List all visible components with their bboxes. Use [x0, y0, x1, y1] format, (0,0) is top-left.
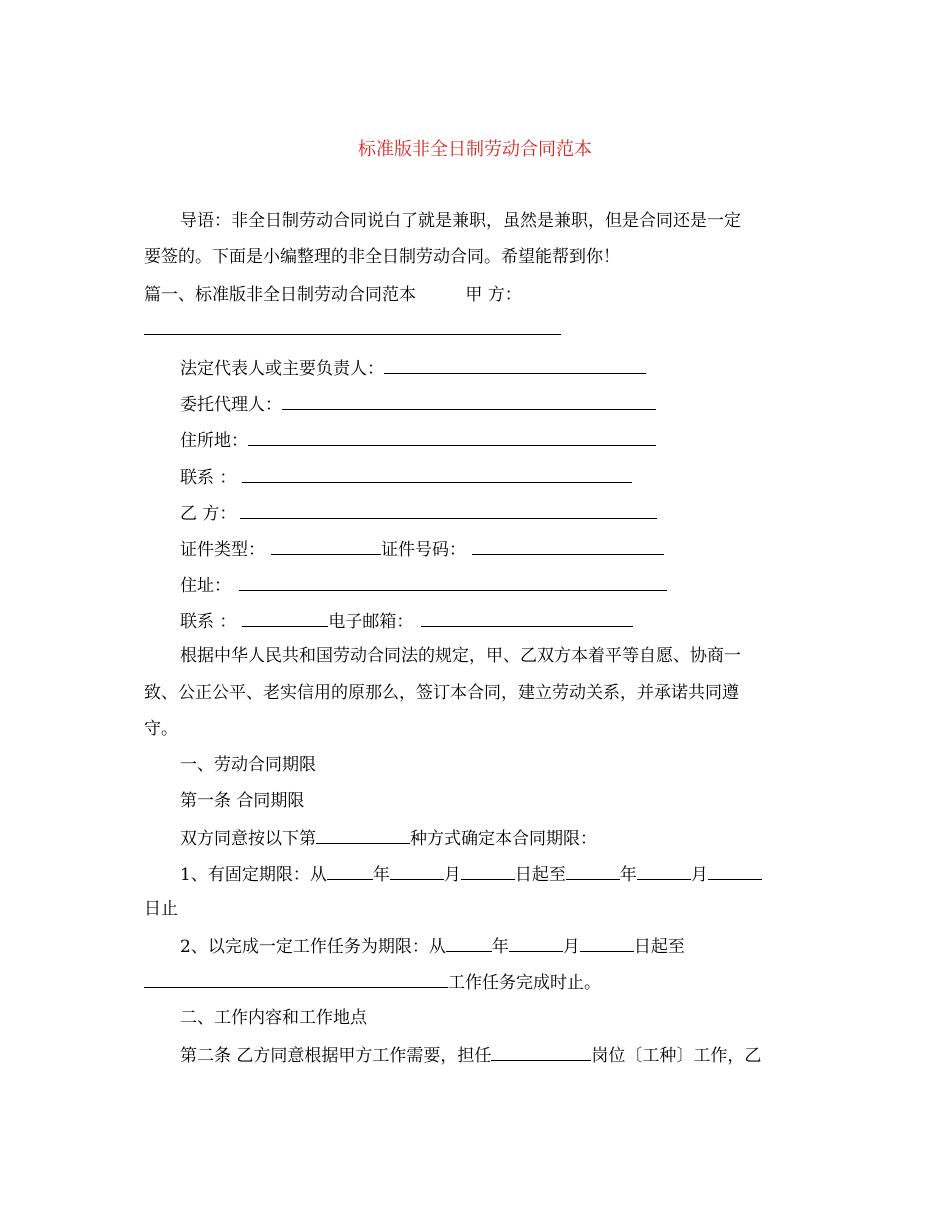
fixed-from-day-blank [461, 861, 515, 880]
fixed-to-month-blank [637, 861, 691, 880]
legal-rep-label: 法定代表人或主要负责人： [180, 359, 384, 379]
residence-row [180, 572, 667, 598]
term-method-suffix: 种方式确定本合同期限： [410, 829, 597, 849]
contact2-label: 联系 ： [180, 612, 237, 632]
email-blank [421, 608, 633, 627]
term-heading: 一、劳动合同期限 [180, 755, 316, 775]
legal-rep-blank [384, 355, 646, 374]
contact-blank [242, 464, 632, 483]
task-from-year-blank [446, 933, 492, 952]
task-term-suffix: 工作任务完成时止。 [448, 973, 601, 993]
term-method-prefix: 双方同意按以下第 [180, 829, 316, 849]
email-label: 电子邮箱： [328, 612, 414, 632]
fixed-to-day-blank [708, 861, 762, 880]
id-number-label: 证件号码： [381, 540, 466, 560]
article-1: 第一条 合同期限 [180, 791, 305, 811]
fixed-from-year-unit: 年 [372, 865, 390, 885]
party-b-row [180, 500, 657, 526]
task-from-day-unit: 日起至 [633, 937, 685, 957]
fixed-to-month-unit: 月 [690, 865, 708, 885]
task-term-end-row [144, 969, 601, 995]
id-type-label: 证件类型： [180, 540, 265, 560]
fixed-from-month-unit: 月 [443, 865, 461, 885]
address-label: 住所地： [180, 431, 248, 451]
task-term-prefix: 2、以完成一定工作任务为期限：从 [180, 937, 446, 957]
residence-blank [239, 572, 667, 591]
party-a-blank [144, 334, 561, 335]
fixed-from-day-unit: 日起至 [514, 865, 566, 885]
address-blank [248, 427, 656, 446]
task-from-month-unit: 月 [562, 937, 580, 957]
agent-row [180, 391, 656, 417]
contact2-row [180, 608, 633, 634]
legal-rep-row [180, 355, 646, 381]
party-b-label: 乙 方： [180, 504, 237, 524]
term-method-blank [316, 825, 410, 844]
work-heading: 二、工作内容和工作地点 [180, 1008, 367, 1028]
address-row [180, 427, 656, 453]
fixed-from-year-blank [327, 861, 373, 880]
id-row [180, 536, 664, 562]
fixed-term-prefix: 1、有固定期限：从 [180, 865, 327, 885]
agent-label: 委托代理人： [180, 395, 282, 415]
task-term-row [180, 933, 685, 959]
fixed-term-end: 日止 [144, 899, 178, 919]
article-2-row [180, 1042, 761, 1068]
basis-line-3: 守。 [144, 719, 178, 739]
task-from-year-unit: 年 [491, 937, 509, 957]
section-1-heading-row [144, 283, 522, 307]
section-1-heading: 篇一、标准版非全日制劳动合同范本 [144, 285, 416, 305]
fixed-term-row [180, 861, 762, 887]
fixed-from-month-blank [390, 861, 444, 880]
contact2-blank [242, 608, 328, 627]
contact-row [180, 464, 632, 490]
party-b-blank [240, 500, 657, 519]
position-blank [491, 1042, 591, 1061]
basis-line-1: 根据中华人民共和国劳动合同法的规定，甲、乙双方本着平等自愿、协商一 [180, 646, 741, 666]
task-description-blank [144, 969, 448, 988]
article-2-prefix: 第二条 乙方同意根据甲方工作需要，担任 [180, 1046, 492, 1066]
residence-label: 住址： [180, 576, 231, 596]
document-title: 标准版非全日制劳动合同范本 [358, 139, 592, 160]
id-number-blank [472, 536, 664, 555]
intro-line-2: 要签的。下面是小编整理的非全日制劳动合同。希望能帮到你！ [144, 247, 620, 267]
basis-line-2: 致、公正公平、老实信用的原那么，签订本合同，建立劳动关系，并承诺共同遵 [144, 683, 739, 703]
agent-blank [282, 391, 656, 410]
fixed-to-year-blank [566, 861, 620, 880]
id-type-blank [271, 536, 381, 555]
contact-label: 联系 ： [180, 468, 237, 488]
task-from-month-blank [509, 933, 563, 952]
article-2-suffix: 岗位〔工种〕工作，乙 [591, 1046, 762, 1066]
task-from-day-blank [580, 933, 634, 952]
term-method-row [180, 825, 597, 851]
fixed-to-year-unit: 年 [619, 865, 637, 885]
intro-line-1: 导语：非全日制劳动合同说白了就是兼职，虽然是兼职，但是合同还是一定 [180, 211, 741, 231]
party-a-label: 甲 方： [465, 285, 522, 305]
